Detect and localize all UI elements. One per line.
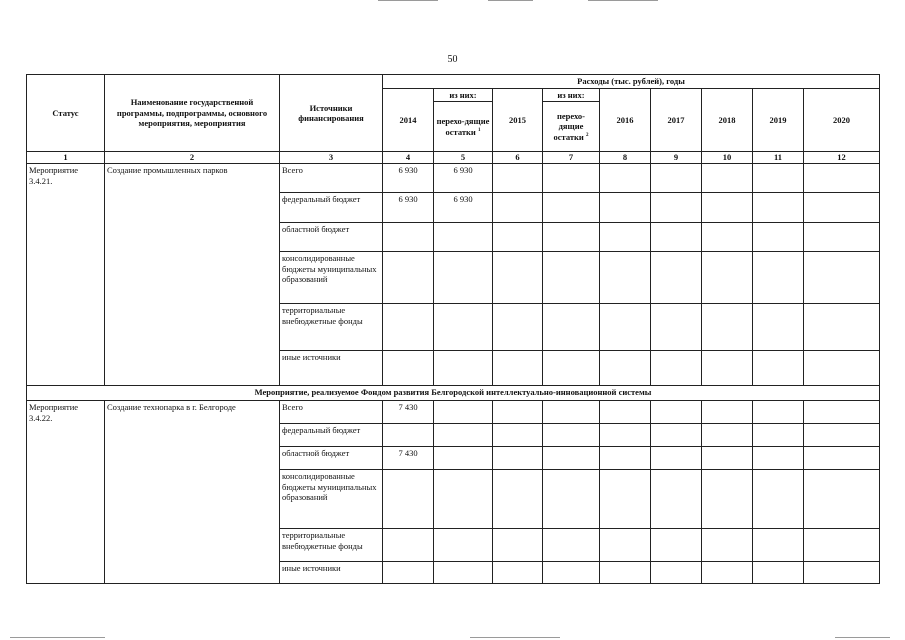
header-year-2018: 2018 — [702, 88, 753, 152]
header-carryover-2: перехо-дящие остатки $^2$ — [543, 102, 600, 152]
value-cell — [753, 303, 804, 350]
value-cell — [804, 251, 880, 303]
value-cell — [600, 400, 651, 423]
value-cell — [493, 251, 543, 303]
value-cell — [753, 350, 804, 385]
value-cell: 6 930 — [383, 163, 434, 192]
header-name: Наименование государственной программы, подпрограммы, основного мероприятия, мероприятия — [105, 75, 280, 152]
value-cell — [543, 561, 600, 583]
value-cell — [804, 192, 880, 222]
value-cell — [543, 528, 600, 561]
bottom-scan-line-mid — [470, 637, 560, 638]
value-cell — [600, 163, 651, 192]
value-cell — [702, 251, 753, 303]
column-number-row — [27, 152, 880, 164]
value-cell — [651, 561, 702, 583]
value-cell — [543, 222, 600, 251]
value-cell — [753, 400, 804, 423]
value-cell — [651, 163, 702, 192]
value-cell — [702, 469, 753, 528]
page-number: 50 — [447, 54, 458, 65]
value-cell — [804, 400, 880, 423]
table-row — [27, 400, 880, 423]
bottom-scan-line-right — [835, 637, 890, 638]
table-row — [27, 163, 880, 192]
value-cell — [543, 251, 600, 303]
value-cell — [434, 469, 493, 528]
value-cell — [702, 400, 753, 423]
value-cell — [651, 446, 702, 469]
value-cell — [493, 423, 543, 446]
value-cell — [493, 528, 543, 561]
header-year-2016: 2016 — [600, 88, 651, 152]
value-cell — [434, 446, 493, 469]
top-scan-line-left — [378, 0, 438, 1]
top-scan-line-right — [588, 0, 658, 1]
value-cell — [493, 222, 543, 251]
value-cell — [600, 192, 651, 222]
header-year-2014: 2014 — [383, 88, 434, 152]
value-cell — [804, 469, 880, 528]
value-cell — [434, 251, 493, 303]
value-cell — [804, 561, 880, 583]
value-cell — [383, 423, 434, 446]
value-cell — [434, 561, 493, 583]
header-year-2015: 2015 — [493, 88, 543, 152]
funding-source: консолидированные бюджеты муниципальных образований — [280, 469, 383, 528]
header-year-2017: 2017 — [651, 88, 702, 152]
value-cell — [600, 528, 651, 561]
value-cell — [702, 303, 753, 350]
measure-3-4-21-body — [27, 163, 880, 385]
value-cell — [383, 561, 434, 583]
value-cell — [493, 446, 543, 469]
value-cell — [543, 303, 600, 350]
section-title: Мероприятие, реализуемое Фондом развития Белгородской интеллектуально-инновационной системы — [27, 385, 880, 400]
funding-source: областной бюджет — [280, 222, 383, 251]
value-cell — [600, 251, 651, 303]
column-number: 9 — [651, 152, 702, 164]
value-cell — [543, 192, 600, 222]
value-cell — [753, 528, 804, 561]
value-cell — [804, 446, 880, 469]
header-carryover-1: перехо-дящие остатки $^1$ — [434, 102, 493, 152]
value-cell — [702, 423, 753, 446]
value-cell — [702, 350, 753, 385]
funding-source: Всего — [280, 400, 383, 423]
value-cell — [543, 423, 600, 446]
value-cell: 6 930 — [434, 192, 493, 222]
value-cell — [600, 446, 651, 469]
value-cell — [651, 423, 702, 446]
value-cell — [434, 400, 493, 423]
column-number: 7 — [543, 152, 600, 164]
value-cell — [434, 350, 493, 385]
column-number: 8 — [600, 152, 651, 164]
value-cell — [493, 192, 543, 222]
column-number: 3 — [280, 152, 383, 164]
value-cell — [383, 222, 434, 251]
header-year-2020: 2020 — [804, 88, 880, 152]
value-cell — [383, 303, 434, 350]
funding-source: Всего — [280, 163, 383, 192]
value-cell — [804, 303, 880, 350]
column-number: 4 — [383, 152, 434, 164]
value-cell — [753, 192, 804, 222]
budget-table — [26, 74, 880, 584]
value-cell — [804, 528, 880, 561]
value-cell — [543, 446, 600, 469]
value-cell — [434, 222, 493, 251]
value-cell — [651, 192, 702, 222]
value-cell — [651, 222, 702, 251]
value-cell — [651, 469, 702, 528]
value-cell — [804, 423, 880, 446]
value-cell: 6 930 — [383, 192, 434, 222]
value-cell — [753, 163, 804, 192]
value-cell — [702, 561, 753, 583]
value-cell — [383, 251, 434, 303]
value-cell — [702, 528, 753, 561]
measure-3-4-22-body — [27, 400, 880, 583]
bottom-scan-line-left — [10, 637, 105, 638]
value-cell — [600, 222, 651, 251]
value-cell — [600, 423, 651, 446]
value-cell — [702, 446, 753, 469]
value-cell — [434, 303, 493, 350]
value-cell — [804, 222, 880, 251]
column-number: 10 — [702, 152, 753, 164]
value-cell — [493, 303, 543, 350]
header-status: Статус — [27, 75, 105, 152]
value-cell — [651, 528, 702, 561]
funding-source: территориальные внебюджетные фонды — [280, 303, 383, 350]
funding-source: территориальные внебюджетные фонды — [280, 528, 383, 561]
column-number: 12 — [804, 152, 880, 164]
measure-name: Создание промышленных парков — [105, 163, 280, 385]
value-cell — [383, 469, 434, 528]
header-expenses: Расходы (тыс. рублей), годы — [383, 75, 880, 89]
funding-source: консолидированные бюджеты муниципальных образований — [280, 251, 383, 303]
value-cell — [753, 222, 804, 251]
value-cell — [600, 303, 651, 350]
value-cell: 7 430 — [383, 446, 434, 469]
column-number: 1 — [27, 152, 105, 164]
value-cell — [493, 469, 543, 528]
value-cell — [600, 561, 651, 583]
value-cell — [493, 350, 543, 385]
value-cell — [600, 469, 651, 528]
value-cell — [702, 192, 753, 222]
value-cell — [434, 528, 493, 561]
top-scan-line-mid — [488, 0, 533, 1]
value-cell — [434, 423, 493, 446]
column-number: 5 — [434, 152, 493, 164]
value-cell — [651, 350, 702, 385]
value-cell — [543, 163, 600, 192]
value-cell — [753, 423, 804, 446]
value-cell — [493, 561, 543, 583]
header-of-them-2015: из них: — [543, 88, 600, 102]
value-cell — [702, 163, 753, 192]
funding-source: иные источники — [280, 561, 383, 583]
value-cell — [804, 350, 880, 385]
header-of-them-2014: из них: — [434, 88, 493, 102]
value-cell — [753, 446, 804, 469]
value-cell — [543, 400, 600, 423]
value-cell — [651, 400, 702, 423]
value-cell — [651, 303, 702, 350]
column-number: 11 — [753, 152, 804, 164]
value-cell — [383, 350, 434, 385]
value-cell — [600, 350, 651, 385]
value-cell: 7 430 — [383, 400, 434, 423]
column-number: 6 — [493, 152, 543, 164]
measure-name: Создание технопарка в г. Белгороде — [105, 400, 280, 583]
measure-status: Мероприятие 3.4.22. — [27, 400, 105, 583]
value-cell — [493, 400, 543, 423]
column-number: 2 — [105, 152, 280, 164]
header-sources: Источники финансирования — [280, 75, 383, 152]
value-cell — [753, 469, 804, 528]
header-year-2019: 2019 — [753, 88, 804, 152]
value-cell — [702, 222, 753, 251]
funding-source: федеральный бюджет — [280, 423, 383, 446]
value-cell: 6 930 — [434, 163, 493, 192]
value-cell — [493, 163, 543, 192]
value-cell — [543, 469, 600, 528]
value-cell — [753, 251, 804, 303]
value-cell — [753, 561, 804, 583]
value-cell — [651, 251, 702, 303]
funding-source: областной бюджет — [280, 446, 383, 469]
funding-source: иные источники — [280, 350, 383, 385]
value-cell — [383, 528, 434, 561]
funding-source: федеральный бюджет — [280, 192, 383, 222]
measure-status: Мероприятие 3.4.21. — [27, 163, 105, 385]
value-cell — [543, 350, 600, 385]
value-cell — [804, 163, 880, 192]
